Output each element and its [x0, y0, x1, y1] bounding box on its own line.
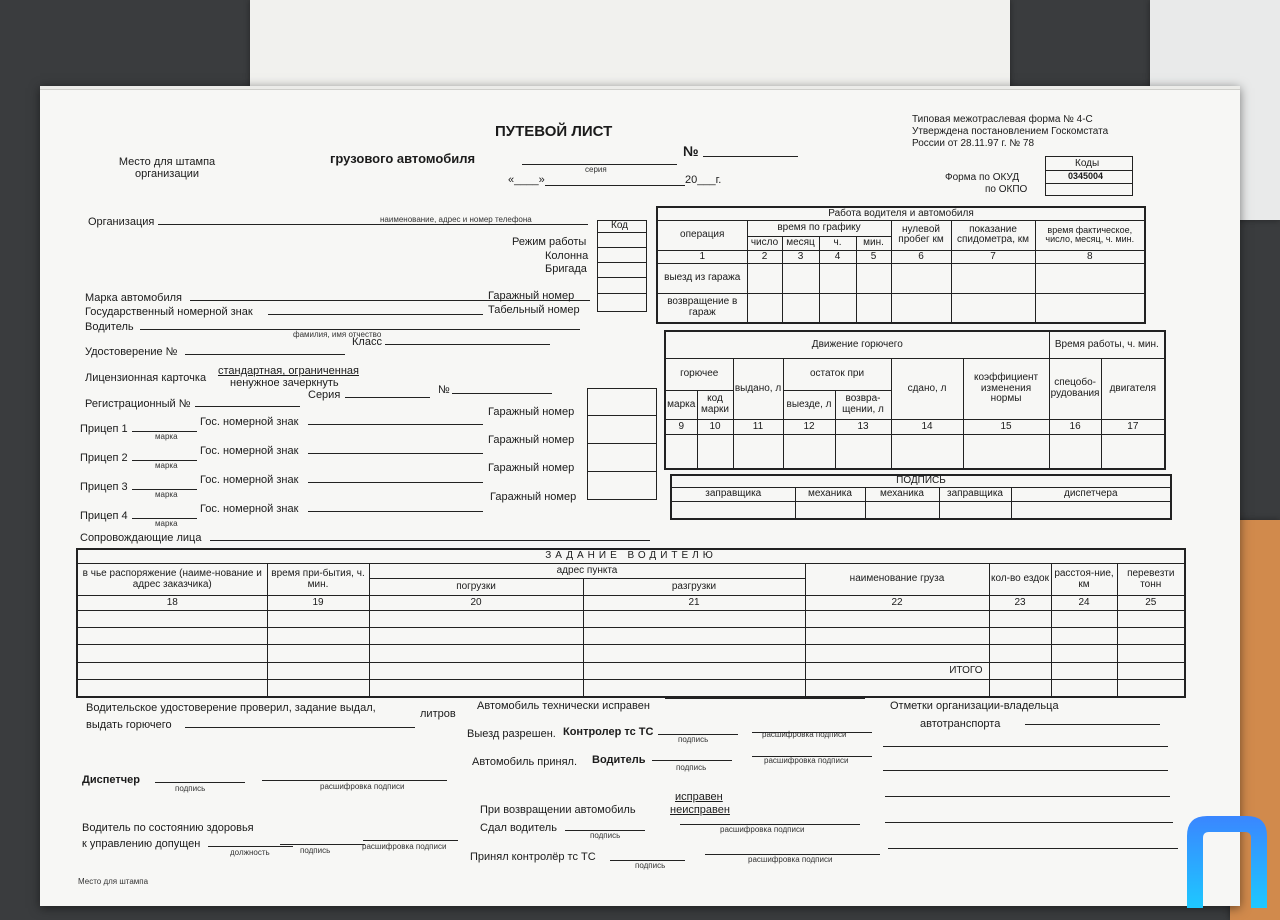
fill-in-line: [652, 760, 732, 761]
table-cell: [1117, 610, 1185, 627]
table-cell: [1117, 645, 1185, 662]
table-cell: [1051, 610, 1117, 627]
table-header-cell: число: [747, 237, 782, 251]
okud-code: 0345004: [1068, 171, 1104, 181]
table-header-cell: Движение горючего: [665, 331, 1049, 358]
form-label: подпись: [590, 831, 621, 840]
fill-in-line: [597, 293, 647, 294]
form-label: Гос. номерной знак: [200, 445, 299, 457]
table-cell: [805, 628, 989, 645]
table-header-cell: Время работы, ч. мин.: [1049, 331, 1165, 358]
form-label: исправен: [675, 791, 723, 803]
table-cell: [583, 645, 805, 662]
form-label: Гаражный номер: [490, 491, 577, 503]
fill-in-line: [883, 770, 1168, 771]
table-cell: [747, 293, 782, 323]
waybill-form: [40, 86, 1240, 906]
table-header-cell: код марки: [697, 390, 733, 420]
table-header-cell: 17: [1101, 420, 1165, 435]
table-cell: [77, 610, 267, 627]
stamp-place-label: Место для штампа организации: [118, 156, 216, 181]
fill-in-line: [587, 415, 657, 416]
form-label: марка: [155, 519, 178, 528]
table-header-cell: ПОДПИСЬ: [671, 475, 1171, 487]
table-cell: [267, 610, 369, 627]
table-header-cell: операция: [657, 221, 747, 251]
table-cell: [267, 628, 369, 645]
form-label: Код: [611, 220, 629, 231]
form-label: Класс: [352, 336, 382, 348]
form-label: неисправен: [670, 804, 730, 816]
table-cell: [369, 628, 583, 645]
fill-in-line: [308, 511, 483, 512]
form-label: литров: [420, 708, 456, 720]
form-title: ПУТЕВОЙ ЛИСТ: [495, 123, 613, 140]
table-cell: [1117, 680, 1185, 697]
form-label: по ОКПО: [985, 184, 1028, 195]
form-label: Гаражный номер: [488, 462, 575, 474]
table-cell: [783, 434, 835, 469]
form-label: марка: [155, 432, 178, 441]
form-label: Контролер тс ТС: [563, 726, 654, 738]
table-header-cell: горючее: [665, 358, 733, 390]
table-cell: [805, 680, 989, 697]
table-header-cell: 5: [856, 250, 891, 264]
escort-label: Сопровождающие лица: [80, 532, 202, 544]
table-cell: [697, 434, 733, 469]
form-label: подпись: [678, 735, 709, 744]
form-label: При возвращении автомобиль: [480, 804, 636, 816]
trailer-1: Прицеп 1: [80, 423, 128, 435]
table-cell: [733, 434, 783, 469]
driver-task-table: [76, 548, 1186, 698]
table-cell: [1049, 434, 1101, 469]
form-label: Коды: [1075, 158, 1100, 169]
form-label: Водитель: [592, 754, 646, 766]
form-label: расшифровка подписи: [362, 842, 447, 851]
fill-in-line: [703, 156, 798, 157]
table-header-cell: 25: [1117, 595, 1185, 610]
date-day: «____»: [508, 174, 545, 186]
table-cell: [865, 501, 939, 519]
form-label: автотранспорта: [920, 718, 1001, 730]
table-cell: [1101, 434, 1165, 469]
table-header-cell: 10: [697, 420, 733, 435]
table-cell: [989, 680, 1051, 697]
fill-in-line: [268, 314, 483, 315]
form-label: Форма по ОКУД: [945, 172, 1020, 183]
table-cell: [891, 434, 963, 469]
table-cell: [77, 680, 267, 697]
fill-in-line: [545, 185, 685, 186]
form-info-1: Типовая межотраслевая форма № 4-С: [912, 114, 1093, 125]
table-cell: [1051, 680, 1117, 697]
table-header-cell: кол-во ездок: [989, 564, 1051, 596]
form-label: Автомобиль принял.: [472, 756, 578, 768]
form-label: расшифровка подписи: [720, 825, 805, 834]
table-header-cell: ч.: [819, 237, 856, 251]
fill-in-line: [597, 277, 647, 278]
brand-logo: [1183, 812, 1271, 912]
table-header-cell: месяц: [782, 237, 819, 251]
table-cell: [369, 645, 583, 662]
fill-in-line: [345, 397, 430, 398]
fill-in-line: [210, 540, 650, 541]
table-cell: [989, 610, 1051, 627]
table-header-cell: разгрузки: [583, 578, 805, 595]
table-header-cell: 18: [77, 595, 267, 610]
table-header-cell: время по графику: [747, 221, 891, 237]
table-header-cell: погрузки: [369, 578, 583, 595]
table-cell: [267, 662, 369, 679]
table-cell: [583, 662, 805, 679]
table-header-cell: 13: [835, 420, 891, 435]
table-cell: [989, 645, 1051, 662]
table-cell: [267, 645, 369, 662]
table-cell: [747, 264, 782, 294]
table-cell: [267, 680, 369, 697]
table-header-cell: возвращение в гараж: [657, 293, 747, 323]
table-header-cell: 9: [665, 420, 697, 435]
table-cell: [77, 645, 267, 662]
org-label: Организация: [88, 216, 155, 228]
table-cell: [1035, 293, 1145, 323]
fill-in-line: [308, 453, 483, 454]
table-header-cell: сдано, л: [891, 358, 963, 420]
fill-in-line: [587, 443, 657, 444]
table-header-cell: в чье распоряжение (наиме-нование и адрес заказчика): [77, 564, 267, 596]
fill-in-line: [885, 822, 1173, 823]
table-header-cell: показание спидометра, км: [951, 221, 1035, 251]
table-cell: [583, 680, 805, 697]
table-header-cell: 11: [733, 420, 783, 435]
table-cell: [583, 610, 805, 627]
table-cell: [583, 628, 805, 645]
table-cell: [835, 434, 891, 469]
table-cell: [805, 610, 989, 627]
table-header-cell: остаток при: [783, 358, 891, 390]
table-cell: [819, 264, 856, 294]
table-header-cell: выезд из гаража: [657, 264, 747, 294]
fuel-movement-table: [664, 330, 1166, 470]
table-header-cell: 2: [747, 250, 782, 264]
form-label: Марка автомобиля: [85, 292, 183, 304]
table-header-cell: коэффициент изменения нормы: [963, 358, 1049, 420]
table-cell: [1117, 662, 1185, 679]
fill-in-line: [883, 746, 1168, 747]
number-sign: №: [683, 143, 699, 159]
table-header-cell: 7: [951, 250, 1035, 264]
form-label: подпись: [635, 861, 666, 870]
form-label: Водитель по состоянию здоровья: [82, 822, 254, 834]
form-label: №: [438, 384, 450, 396]
fill-in-line: [308, 424, 483, 425]
table-cell: [782, 264, 819, 294]
form-label: фамилия, имя отчество: [293, 330, 382, 339]
table-cell: [369, 610, 583, 627]
form-subtitle: грузового автомобиля: [330, 151, 476, 166]
table-cell: [963, 434, 1049, 469]
signature-table: [670, 474, 1172, 520]
form-label: Автомобиль технически исправен: [477, 700, 650, 712]
table-header-cell: адрес пункта: [369, 564, 805, 578]
form-info-3: России от 28.11.97 г. № 78: [912, 138, 1035, 149]
table-header-cell: 16: [1049, 420, 1101, 435]
table-header-cell: 15: [963, 420, 1049, 435]
form-label: расшифровка подписи: [764, 756, 849, 765]
form-label: марка: [155, 461, 178, 470]
fill-in-line: [597, 247, 647, 248]
form-label: Гос. номерной знак: [200, 474, 299, 486]
fill-in-line: [363, 840, 458, 841]
form-label: серия: [585, 165, 607, 174]
fill-in-line: [155, 782, 245, 783]
table-header-cell: 6: [891, 250, 951, 264]
fill-in-line: [195, 406, 300, 407]
table-header-cell: расстоя-ние, км: [1051, 564, 1117, 596]
fill-in-line: [208, 846, 293, 847]
table-header-cell: 24: [1051, 595, 1117, 610]
trailers-box: [587, 388, 657, 500]
table-cell: [1035, 264, 1145, 294]
form-label: Государственный номерной знак: [85, 306, 253, 318]
table-header-cell: 21: [583, 595, 805, 610]
table-header-cell: 8: [1035, 250, 1145, 264]
form-label: наименование, адрес и номер телефона: [380, 215, 532, 224]
table-cell: [856, 293, 891, 323]
table-header-cell: нулевой пробег км: [891, 221, 951, 251]
table-cell: [891, 264, 951, 294]
form-label: расшифровка подписи: [320, 782, 405, 791]
total-label: ИТОГО: [805, 662, 989, 679]
table-header-cell: механика: [865, 487, 939, 501]
checked-label: Водительское удостоверение проверил, задание выдал,: [86, 702, 376, 714]
table-cell: [665, 434, 697, 469]
form-label: Гаражный номер: [488, 406, 575, 418]
fill-in-line: [262, 780, 447, 781]
table-cell: [1117, 628, 1185, 645]
table-cell: [891, 293, 951, 323]
table-cell: [77, 628, 267, 645]
form-label: Гаражный номер: [488, 434, 575, 446]
fill-in-line: [385, 344, 550, 345]
table-header-cell: 19: [267, 595, 369, 610]
form-label: Табельный номер: [488, 304, 580, 316]
trailer-3: Прицеп 3: [80, 481, 128, 493]
form-label: Выезд разрешен.: [467, 728, 556, 740]
table-cell: [951, 293, 1035, 323]
table-header-cell: выдано, л: [733, 358, 783, 420]
table-header-cell: 12: [783, 420, 835, 435]
form-label: Гос. номерной знак: [200, 503, 299, 515]
table-header-cell: заправщика: [671, 487, 795, 501]
table-cell: [1051, 645, 1117, 662]
fill-in-line: [587, 471, 657, 472]
fill-in-line: [885, 796, 1170, 797]
table-cell: [939, 501, 1011, 519]
form-label: марка: [155, 490, 178, 499]
table-cell: [1011, 501, 1171, 519]
dispatcher-label: Диспетчер: [82, 774, 140, 786]
table-header-cell: перевезти тонн: [1117, 564, 1185, 596]
form-label: Регистрационный №: [85, 398, 191, 410]
table-cell: [989, 662, 1051, 679]
table-cell: [989, 628, 1051, 645]
table-cell: [1051, 628, 1117, 645]
table-header-cell: 23: [989, 595, 1051, 610]
fill-in-line: [597, 232, 647, 233]
table-header-cell: Работа водителя и автомобиля: [657, 207, 1145, 221]
fill-in-line: [308, 482, 483, 483]
table-header-cell: марка: [665, 390, 697, 420]
table-header-cell: механика: [795, 487, 865, 501]
table-header-cell: диспетчера: [1011, 487, 1171, 501]
table-header-cell: 14: [891, 420, 963, 435]
fill-in-line: [185, 354, 345, 355]
fill-in-line: [665, 698, 865, 699]
trailer-2: Прицеп 2: [80, 452, 128, 464]
table-header-cell: 3: [782, 250, 819, 264]
table-header-cell: 22: [805, 595, 989, 610]
table-header-cell: двигателя: [1101, 358, 1165, 420]
form-label: подпись: [676, 763, 707, 772]
table-cell: [1051, 662, 1117, 679]
code-box: [597, 220, 647, 312]
fill-in-line: [452, 393, 552, 394]
form-label: расшифровка подписи: [748, 855, 833, 864]
form-label: Колонна: [545, 250, 589, 262]
table-cell: [805, 645, 989, 662]
table-header-cell: выезде, л: [783, 390, 835, 420]
table-cell: [819, 293, 856, 323]
driver-work-table: [656, 206, 1146, 324]
form-label: Лицензионная карточка: [85, 372, 207, 384]
form-label: должность: [230, 848, 270, 857]
fill-in-line: [1025, 724, 1160, 725]
table-header-cell: спецобо-рудования: [1049, 358, 1101, 420]
table-header-cell: ЗАДАНИЕ ВОДИТЕЛЮ: [77, 549, 1185, 564]
form-label: Принял контролёр тс ТС: [470, 851, 596, 863]
table-header-cell: наименование груза: [805, 564, 989, 596]
form-label: Место для штампа: [78, 877, 149, 886]
owner-marks-label: Отметки организации-владельца: [890, 700, 1059, 712]
form-label: Сдал водитель: [480, 822, 557, 834]
form-label: Водитель: [85, 321, 134, 333]
form-info-2: Утверждена постановлением Госкомстата: [912, 126, 1109, 137]
trailer-4: Прицеп 4: [80, 510, 128, 522]
fill-in-line: [597, 262, 647, 263]
fill-in-line: [1045, 183, 1133, 184]
underlying-sheet: [250, 0, 1010, 90]
license-options: стандартная, ограниченная: [218, 365, 359, 377]
table-header-cell: время при-бытия, ч. мин.: [267, 564, 369, 596]
form-label: Гаражный номер: [488, 290, 575, 302]
table-header-cell: возвра-щении, л: [835, 390, 891, 420]
table-header-cell: 1: [657, 250, 747, 264]
form-label: к управлению допущен: [82, 838, 201, 850]
form-label: Гос. номерной знак: [200, 416, 299, 428]
fill-in-line: [185, 727, 415, 728]
table-cell: [369, 662, 583, 679]
form-label: Удостоверение №: [85, 346, 178, 358]
form-label: выдать горючего: [86, 719, 172, 731]
table-cell: [77, 662, 267, 679]
table-cell: [369, 680, 583, 697]
table-header-cell: заправщика: [939, 487, 1011, 501]
form-label: ненужное зачеркнуть: [230, 377, 339, 389]
form-label: Серия: [308, 389, 341, 401]
fill-in-line: [280, 844, 365, 845]
form-label: Бригада: [545, 263, 587, 275]
table-cell: [782, 293, 819, 323]
table-header-cell: 4: [819, 250, 856, 264]
form-label: расшифровка подписи: [762, 730, 847, 739]
fill-in-line: [888, 848, 1178, 849]
form-label: подпись: [300, 846, 331, 855]
table-cell: [795, 501, 865, 519]
table-header-cell: время фактическое, число, месяц, ч. мин.: [1035, 221, 1145, 251]
table-header-cell: 20: [369, 595, 583, 610]
table-cell: [951, 264, 1035, 294]
date-year: 20___г.: [685, 174, 722, 186]
table-header-cell: мин.: [856, 237, 891, 251]
table-cell: [671, 501, 795, 519]
table-cell: [856, 264, 891, 294]
form-label: подпись: [175, 784, 206, 793]
form-label: Режим работы: [512, 236, 587, 248]
